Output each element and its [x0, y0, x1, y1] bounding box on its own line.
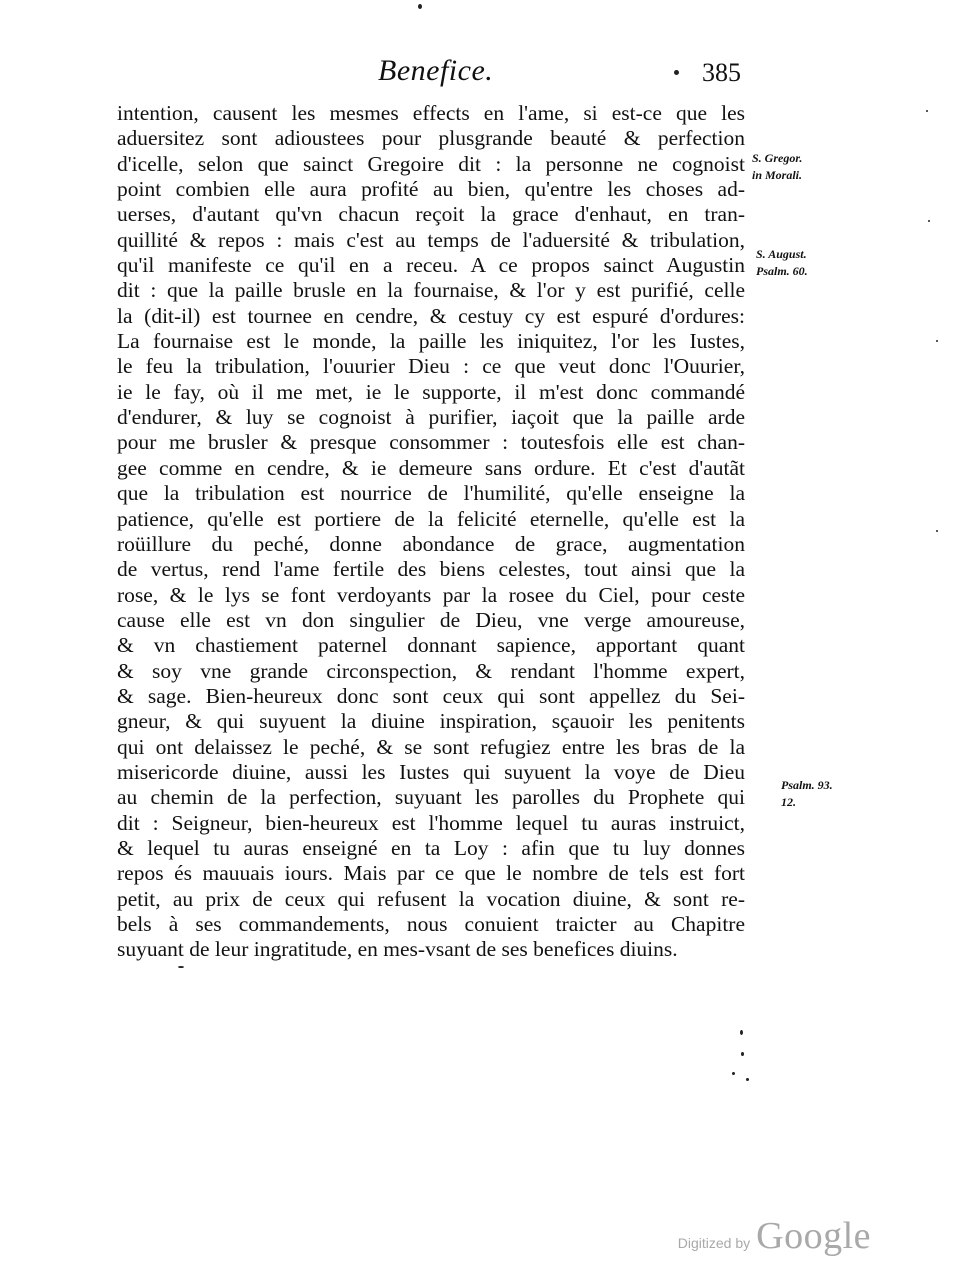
text-line: pour me brusler & presque consommer : toutesfois elle est chan- — [117, 430, 745, 455]
page-number: 385 — [702, 58, 741, 87]
text-line: le feu la tribulation, l'ouurier Dieu : ce que veut donc l'Ouurier, — [117, 354, 745, 379]
text-line: gneur, & qui suyuent la diuine inspiration, sçauoir les penitents — [117, 709, 745, 734]
scan-speck — [732, 1072, 735, 1075]
text-line: patience, qu'elle est portiere de la felicité eternelle, qu'elle est la — [117, 506, 745, 531]
text-line: qu'il manifeste ce qu'il en a receu. A ce propos sainct Augustin — [117, 253, 745, 278]
text-line: cause elle est vn don singulier de Dieu, vne verge amoureuse, — [117, 607, 745, 632]
scan-speck — [674, 70, 679, 75]
text-line: quillité & repos : mais c'est au temps de l'aduersité & tribulation, — [117, 227, 745, 252]
margin-note-line: 12. — [781, 795, 796, 809]
margin-note-line: S. August. — [756, 247, 807, 261]
scan-speck — [740, 1030, 743, 1035]
text-line: uerses, d'autant qu'vn chacun reçoit la grace d'enhaut, en tran- — [117, 202, 745, 227]
text-line: repos és mauuais iours. Mais par ce que le nombre de tels est fort — [117, 861, 745, 886]
body-text — [117, 101, 745, 963]
text-line: misericorde diuine, aussi les Iustes qui suyuent la voye de Dieu — [117, 759, 745, 784]
text-line: & lequel tu auras enseigné en ta Loy : afin que tu luy donnes — [117, 835, 745, 860]
scan-speck — [936, 340, 938, 342]
margin-note-line: Psalm. 93. — [781, 778, 833, 792]
text-line: intention, causent les mesmes effects en l'ame, si est-ce que les — [117, 101, 745, 125]
text-line: au chemin de la perfection, suyuant les parolles du Prophete qui — [117, 785, 745, 810]
digitized-by-watermark — [678, 1214, 871, 1258]
text-line: rose, & le lys se font verdoyants par la rosee du Ciel, pour ceste — [117, 582, 745, 607]
scan-speck — [928, 220, 930, 222]
text-line: dit : Seigneur, bien-heureux est l'homme lequel tu auras instruict, — [117, 810, 745, 835]
text-line: suyuant de leur ingratitude, en mes-vsant de ses benefices diuins. — [117, 937, 678, 962]
text-line: La fournaise est le monde, la paille les iniquitez, l'or les Iustes, — [117, 329, 745, 354]
text-line: dit : que la paille brusle en la fournaise, & l'or y est purifié, celle — [117, 278, 745, 303]
scan-speck — [741, 1052, 744, 1056]
text-line: point combien elle aura profité au bien, qu'entre les choses ad- — [117, 177, 745, 202]
text-line: la (dit-il) est tournee en cendre, & cestuy cy est espuré d'ordures: — [117, 303, 745, 328]
google-logo: Google — [756, 1215, 871, 1257]
margin-note-psalm — [781, 777, 833, 811]
text-line: aduersitez sont adioustees pour plusgrande beauté & perfection — [117, 126, 745, 151]
margin-note-gregory — [752, 150, 802, 184]
margin-note-line: in Morali. — [752, 168, 803, 182]
running-title: Benefice. — [378, 54, 494, 87]
scan-speck — [936, 530, 938, 532]
scan-speck — [418, 4, 422, 9]
text-line: d'endurer, & luy se cognoist à purifier, iaçoit que la paille arde — [117, 405, 745, 430]
watermark-prefix: Digitized by — [677, 1235, 751, 1251]
text-line: petit, au prix de ceux qui refusent la vocation diuine, & sont re- — [117, 886, 745, 911]
text-line: & soy vne grande circonspection, & rendant l'homme expert, — [117, 658, 745, 683]
text-line: gee comme en cendre, & ie demeure sans ordure. Et c'est d'autãt — [117, 455, 745, 480]
text-line: de vertus, rend l'ame fertile des biens celestes, tout ainsi que la — [117, 557, 745, 582]
margin-note-line: S. Gregor. — [752, 151, 803, 165]
text-line: qui ont delaissez le peché, & se sont refugiez entre les bras de la — [117, 734, 745, 759]
text-line: & sage. Bien-heureux donc sont ceux qui sont appellez du Sei- — [117, 683, 745, 708]
text-line: d'icelle, selon que sainct Gregoire dit : la personne ne cognoist — [117, 151, 745, 176]
text-line: bels à ses commandements, nous conuient traicter au Chapitre — [117, 912, 745, 936]
scan-speck — [746, 1078, 749, 1081]
text-line: roüillure du peché, donne abondance de grace, augmentation — [117, 531, 745, 556]
scan-speck — [178, 966, 184, 968]
text-line: & vn chastiement paternel donnant sapience, apportant quant — [117, 633, 745, 658]
scan-speck — [926, 110, 928, 112]
text-line: ie le fay, où il me met, ie le supporte, il m'est donc commandé — [117, 379, 745, 404]
margin-note-augustine — [756, 246, 808, 280]
margin-note-line: Psalm. 60. — [756, 264, 808, 278]
text-line: que la tribulation est nourrice de l'humilité, qu'elle enseigne la — [117, 481, 745, 506]
